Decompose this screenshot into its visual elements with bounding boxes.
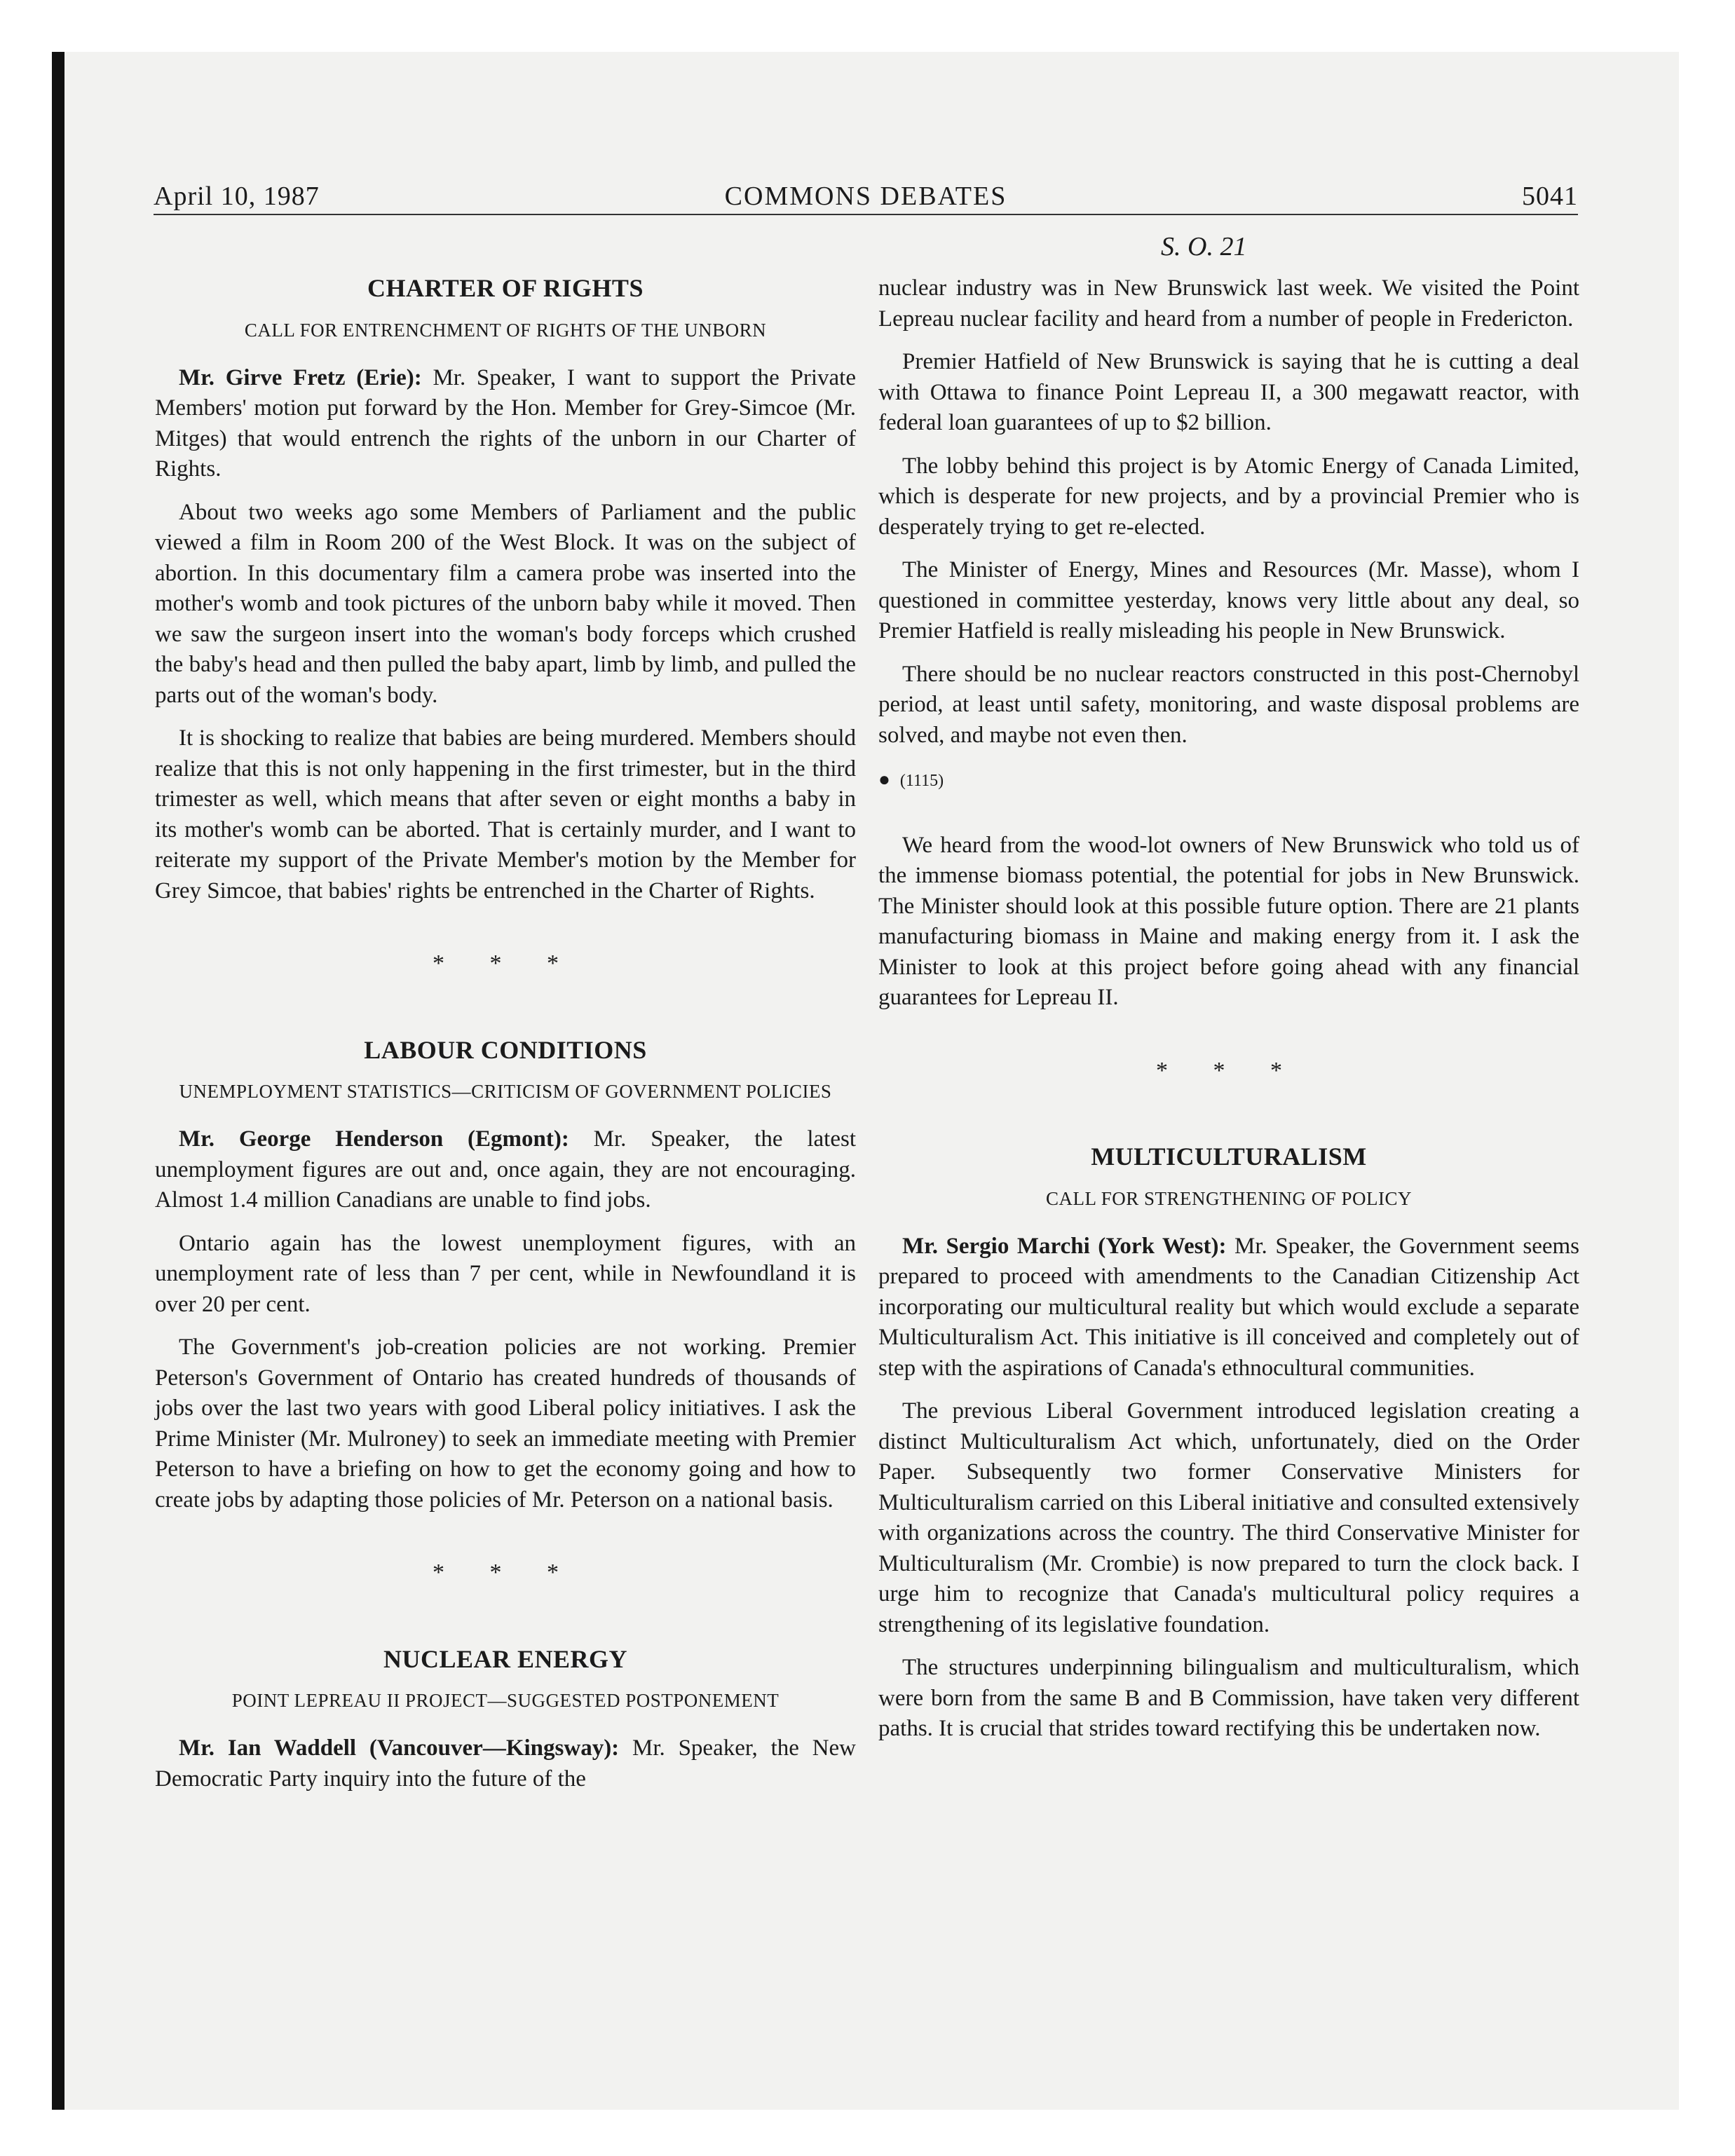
paragraph-text: Mr. Speaker, the New Democratic Party inquiry into the future of the (155, 1735, 857, 1792)
paragraph (878, 1231, 1579, 1384)
bullet-icon: ● (878, 769, 890, 791)
paragraph: The previous Liberal Government introduced legislation creating a distinct Multiculturalism Act which, unfortunately, died on the Order Paper. Subsequently two former Conservative Ministers for Multiculturalism carried on this Liberal initiative and consulted extensively with organizations across the country. The third Conservative Minister for Multiculturalism (Mr. Crombie) is now prepared to turn the clock back. I urge him to recognize that Canada's multicultural policy requires a strengthening of its legislative foundation. (878, 1398, 1579, 1637)
page-header (154, 179, 1578, 215)
section-title-charter: CHARTER OF RIGHTS (367, 274, 644, 302)
section-separator: * * * (433, 1560, 578, 1585)
paragraph: The Minister of Energy, Mines and Resources (Mr. Masse), whom I questioned in committee yesterday, knows very little about any deal, so Premier Hatfield is really misleading his people in New Brunswick. (878, 557, 1579, 643)
timestamp (878, 765, 1579, 797)
paragraph-text: Mr. Speaker, the Government seems prepared to proceed with amendments to the Canadian Citizenship Act incorporating our multicultural reality but which would exclude a separate Multiculturalism Act. This initiative is ill conceived and completely out of step with the aspirations of Canada's ethnocultural communities. (878, 1233, 1580, 1381)
header-date: April 10, 1987 (154, 182, 320, 211)
standing-order-label: S. O. 21 (1161, 232, 1247, 261)
paragraph: The Government's job-creation policies are not working. Premier Peterson's Government of Ontario has created hundreds of thousands of jobs over the last two years with good Liberal policy initiatives. I ask the Prime Minister (Mr. Mulroney) to seek an immediate meeting with Premier Peterson to have a briefing on how to get the economy going and how to create jobs by adapting those policies of Mr. Peterson on a national basis. (155, 1335, 856, 1513)
paragraph (155, 1124, 856, 1216)
paragraph: We heard from the wood-lot owners of New Brunswick who told us of the immense biomass potential, the potential for jobs in New Brunswick. The Minister should look at this possible future option. There are 21 plants manufacturing biomass in Maine and making energy from it. I ask the Minister to look at this project before going ahead with any financial guarantees for Lepreau II. (878, 832, 1579, 1010)
timestamp-text: (1115) (899, 772, 944, 790)
paragraph: Ontario again has the lowest unemployment figures, with an unemployment rate of less than 7 per cent, while in Newfoundland it is over 20 per cent. (155, 1230, 856, 1317)
paragraph-text: Mr. Speaker, the latest unemployment figures are out and, once again, they are not encouraging. Almost 1.4 million Canadians are unable to find jobs. (155, 1126, 857, 1213)
speaker-name: Mr. Sergio Marchi (York West): (902, 1233, 1227, 1259)
right-column (878, 273, 1579, 1757)
paragraph: About two weeks ago some Members of Parliament and the public viewed a film in Room 200 of the West Block. It was on the subject of abortion. In this documentary film a camera probe was inserted into the mother's womb and took pictures of the unborn baby while it moved. Then we saw the surgeon insert into the woman's body forceps which crushed the baby's head and then pulled the baby apart, limb by limb, and pulled the parts out of the woman's body. (155, 499, 856, 708)
header-journal-title: COMMONS DEBATES (724, 182, 1007, 211)
paragraph: nuclear industry was in New Brunswick last week. We visited the Point Lepreau nuclear facility and heard from a number of people in Fredericton. (878, 275, 1579, 332)
paragraph-text: Mr. Speaker, I want to support the Private Members' motion put forward by the Hon. Member for Grey-Simcoe (Mr. Mitges) that would entrench the rights of the unborn in our Charter of Rights. (155, 364, 856, 482)
section-separator: * * * (433, 950, 578, 976)
section-title-labour: LABOUR CONDITIONS (364, 1035, 647, 1064)
speaker-name: Mr. George Henderson (Egmont): (179, 1126, 569, 1152)
paragraph (155, 1733, 856, 1794)
paragraph: There should be no nuclear reactors constructed in this post-Chernobyl period, at least until safety, monitoring, and waste disposal problems are solved, and maybe not even then. (878, 661, 1579, 748)
paragraph: Premier Hatfield of New Brunswick is saying that he is cutting a deal with Ottawa to finance Point Lepreau II, a 300 megawatt reactor, with federal loan guarantees of up to $2 billion. (878, 349, 1579, 435)
scan-edge-shadow (52, 52, 64, 2110)
section-subtitle-charter: CALL FOR ENTRENCHMENT OF RIGHTS OF THE UNBORN (244, 319, 767, 341)
paragraph: The structures underpinning bilingualism and multiculturalism, which were born from the same B and B Commission, have taken very different paths. It is crucial that strides toward rectifying this be undertaken now. (878, 1655, 1579, 1741)
section-title-multiculturalism: MULTICULTURALISM (1091, 1142, 1367, 1171)
section-title-nuclear: NUCLEAR ENERGY (383, 1644, 628, 1673)
paragraph: The lobby behind this project is by Atomic Energy of Canada Limited, which is desperate for new projects, and by a provincial Premier who is desperately trying to get re-elected. (878, 453, 1579, 540)
speaker-name: Mr. Ian Waddell (Vancouver—Kingsway): (179, 1735, 620, 1761)
speaker-name: Mr. Girve Fretz (Erie): (179, 364, 422, 390)
section-separator: * * * (1156, 1057, 1302, 1084)
paragraph (155, 363, 856, 485)
paragraph: It is shocking to realize that babies are being murdered. Members should realize that this is not only happening in the first trimester, but in the third trimester as well, which means that after seven or eight months a baby in its mother's womb can be aborted. That is certainly murder, and I want to reiterate my support of the Private Member's motion by the Member for Grey Simcoe, that babies' rights be entrenched in the Charter of Rights. (155, 725, 856, 903)
section-subtitle-multiculturalism: CALL FOR STRENGTHENING OF POLICY (1045, 1187, 1412, 1209)
section-subtitle-labour: UNEMPLOYMENT STATISTICS—CRITICISM OF GOVERNMENT POLICIES (179, 1081, 832, 1102)
section-subtitle-nuclear: POINT LEPREAU II PROJECT—SUGGESTED POSTPONEMENT (231, 1690, 780, 1711)
header-page-number: 5041 (1522, 182, 1578, 211)
left-column (155, 273, 856, 1807)
